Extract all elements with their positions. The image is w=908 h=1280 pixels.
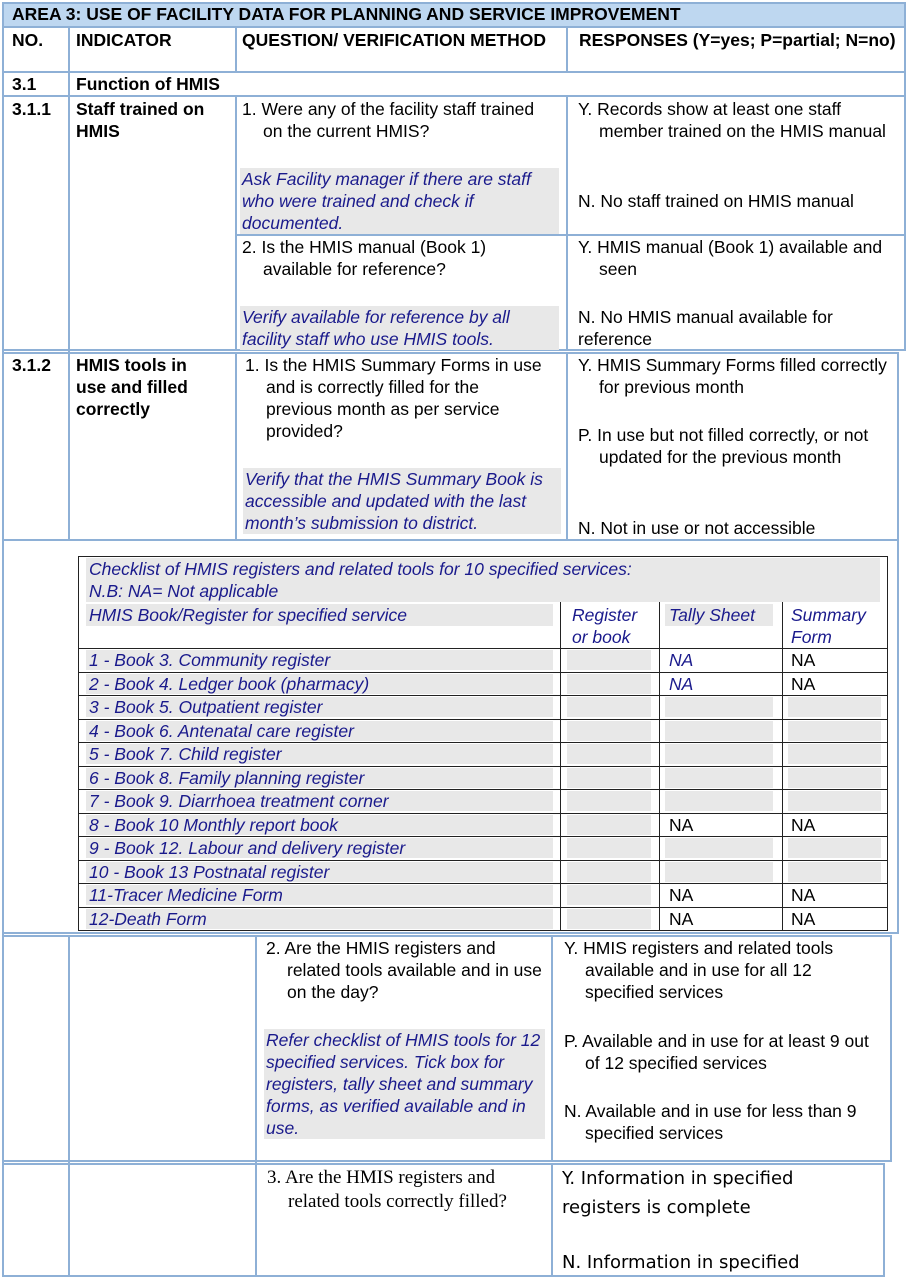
question-text: 2. Is the HMIS manual (Book 1) available for reference? [242, 237, 487, 279]
section-title: Function of HMIS [76, 74, 220, 94]
response-no: N. Information in specified [562, 1252, 800, 1273]
response-yes: Y. HMIS Summary Forms filled correctly for previous month [578, 355, 887, 397]
area-title-bar [2, 3, 906, 26]
checklist-row-name: 1 - Book 3. Community register [89, 650, 331, 670]
checklist-row-tally: NA [669, 885, 694, 905]
checklist-line [659, 602, 660, 931]
checklist-cell-bg [567, 885, 651, 905]
checklist-cell-bg [788, 862, 881, 882]
grid-line [566, 352, 568, 539]
grid-line [2, 539, 899, 541]
checklist-line [78, 556, 79, 931]
grid-line [566, 26, 568, 71]
question-text: 3. Are the HMIS registers and related tools correctly filled? [267, 1167, 507, 1212]
checklist-col-tally: Tally Sheet [669, 605, 755, 625]
grid-line [235, 352, 237, 539]
grid-line [2, 2, 906, 4]
checklist-col-register: Register or book [572, 605, 638, 647]
checklist-row-name: 8 - Book 10 Monthly report book [89, 815, 339, 835]
checklist-line [78, 860, 888, 861]
checklist-row-name: 6 - Book 8. Family planning register [89, 768, 365, 788]
checklist-line [78, 556, 888, 557]
response-no: N. Not in use or not accessible [578, 518, 816, 538]
checklist-cell-bg [567, 909, 651, 929]
grid-line [551, 1163, 553, 1277]
checklist-cell-bg [788, 768, 881, 788]
col-header-responses: RESPONSES (Y=yes; P=partial; N=no) [579, 30, 896, 50]
checklist-line [782, 602, 783, 931]
response-yes: Y. Information in specified registers is complete [562, 1168, 794, 1218]
checklist-cell-bg [788, 744, 881, 764]
indicator-name: Staff trained on HMIS [76, 99, 205, 141]
checklist-line [78, 719, 888, 720]
checklist-row-name: 4 - Book 6. Antenatal care register [89, 721, 354, 741]
response-partial: P. Available and in use for at least 9 out of 12 specified services [564, 1031, 869, 1073]
grid-line [566, 95, 568, 351]
verification-method: Ask Facility manager if there are staff who were trained and check if documented. [240, 168, 559, 234]
checklist-cell-bg [567, 721, 651, 741]
checklist-line [78, 766, 888, 767]
grid-line [2, 95, 906, 97]
checklist-cell-bg [665, 791, 773, 811]
checklist-row-summary: NA [791, 674, 816, 694]
checklist-row-name: 5 - Book 7. Child register [89, 744, 282, 764]
checklist-row-name: 11-Tracer Medicine Form [89, 885, 283, 905]
grid-line [883, 1163, 885, 1277]
checklist-line [78, 930, 888, 931]
grid-line [2, 2, 4, 1277]
checklist-line [78, 742, 888, 743]
checklist-cell-bg [665, 697, 773, 717]
checklist-row-summary: NA [791, 909, 816, 929]
checklist-cell-bg [567, 697, 651, 717]
checklist-row-name: 12-Death Form [89, 909, 207, 929]
checklist-cell-bg [788, 791, 881, 811]
checklist-cell-bg [788, 838, 881, 858]
checklist-cell-bg [665, 721, 773, 741]
checklist-row-name: 9 - Book 12. Labour and delivery register [89, 838, 406, 858]
col-header-indicator: INDICATOR [76, 30, 172, 50]
checklist-row-name: 3 - Book 5. Outpatient register [89, 697, 323, 717]
checklist-row-summary: NA [791, 815, 816, 835]
checklist-row-summary: NA [791, 650, 816, 670]
checklist-cell-bg [567, 791, 651, 811]
checklist-title: Checklist of HMIS registers and related tools for 10 specified services: [89, 559, 632, 579]
grid-line [68, 95, 70, 539]
checklist-col-book: HMIS Book/Register for specified service [89, 605, 408, 625]
grid-line [551, 935, 553, 1162]
grid-line [897, 352, 899, 934]
checklist-row-summary: NA [791, 885, 816, 905]
checklist-cell-bg [567, 650, 651, 670]
checklist-cell-bg [567, 768, 651, 788]
checklist-cell-bg [665, 744, 773, 764]
checklist-cell-bg [665, 838, 773, 858]
question-text: 2. Are the HMIS registers and related tools available and in use on the day? [266, 938, 542, 1002]
response-yes: Y. HMIS manual (Book 1) available and seen [578, 237, 883, 279]
response-partial: P. In use but not filled correctly, or not updated for the previous month [578, 425, 869, 467]
checklist-row-name: 10 - Book 13 Postnatal register [89, 862, 330, 882]
checklist-cell-bg [665, 862, 773, 882]
indicator-number: 3.1.1 [12, 99, 51, 119]
grid-line [890, 935, 892, 1162]
checklist-line [78, 695, 888, 696]
checklist-cell-bg [665, 768, 773, 788]
grid-line [2, 26, 906, 28]
checklist-cell-bg [567, 838, 651, 858]
checklist-cell-bg [567, 815, 651, 835]
checklist-line [78, 883, 888, 884]
checklist-line [78, 789, 888, 790]
response-yes: Y. Records show at least one staff member trained on the HMIS manual [578, 99, 886, 141]
checklist-line [78, 836, 888, 837]
response-yes: Y. HMIS registers and related tools available and in use for all 12 specified services [564, 938, 834, 1002]
response-no: N. No staff trained on HMIS manual [578, 191, 854, 211]
grid-line [2, 932, 899, 934]
section-number: 3.1 [12, 74, 37, 94]
checklist-line [78, 907, 888, 908]
checklist-line [887, 556, 888, 931]
question-text: 1. Is the HMIS Summary Forms in use and is correctly filled for the previous month as per service provided? [245, 355, 542, 441]
checklist-row-tally: NA [669, 815, 694, 835]
grid-line [68, 26, 70, 95]
verification-method: Verify available for reference by all facility staff who use HMIS tools. [240, 306, 559, 350]
checklist-note: N.B: NA= Not applicable [89, 581, 279, 601]
checklist-cell-bg [567, 862, 651, 882]
checklist-cell-bg [788, 721, 881, 741]
indicator-number: 3.1.2 [12, 355, 51, 375]
checklist-row-tally: NA [669, 674, 694, 694]
col-header-no: NO. [12, 30, 44, 50]
checklist-cell-bg [567, 744, 651, 764]
checklist-line [78, 813, 888, 814]
checklist-cell-bg [567, 674, 651, 694]
question-text: 1. Were any of the facility staff trained on the current HMIS? [242, 99, 535, 141]
grid-line [904, 2, 906, 351]
col-header-question: QUESTION/ VERIFICATION METHOD [242, 30, 546, 50]
grid-line [2, 1160, 892, 1162]
checklist-row-tally: NA [669, 909, 694, 929]
area-title: AREA 3: USE OF FACILITY DATA FOR PLANNING AND SERVICE IMPROVEMENT [12, 4, 681, 24]
checklist-line [78, 648, 888, 649]
response-no: N. No HMIS manual available for reference [578, 307, 833, 349]
checklist-col-summary: Summary Form [791, 605, 866, 647]
grid-line [235, 26, 237, 71]
grid-line [68, 935, 70, 1277]
response-no: N. Available and in use for less than 9 specified services [564, 1101, 857, 1143]
indicator-name: HMIS tools in use and filled correctly [76, 355, 188, 419]
checklist-row-name: 2 - Book 4. Ledger book (pharmacy) [89, 674, 370, 694]
checklist-cell-bg [788, 697, 881, 717]
checklist-row-tally: NA [669, 650, 694, 670]
grid-line [255, 935, 257, 1277]
verification-method: Verify that the HMIS Summary Book is accessible and updated with the last month’s submission to district. [243, 468, 561, 534]
checklist-row-name: 7 - Book 9. Diarrhoea treatment corner [89, 791, 389, 811]
checklist-line [560, 602, 561, 931]
checklist-line [78, 672, 888, 673]
grid-line [235, 95, 237, 351]
verification-method: Refer checklist of HMIS tools for 12 specified services. Tick box for registers, tally sheet and summary forms, as verified available and in use. [264, 1029, 545, 1139]
